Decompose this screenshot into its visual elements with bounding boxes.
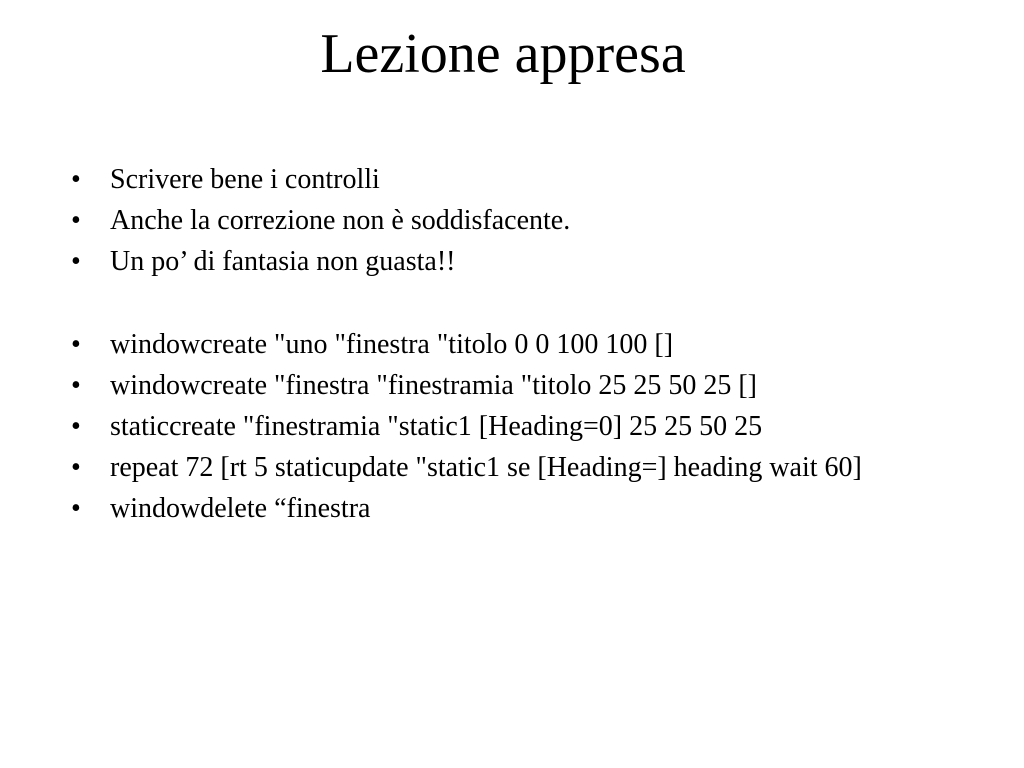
bullet-icon: • [71, 164, 81, 195]
list-item [0, 247, 1024, 277]
list-item-text: windowdelete “finestra [110, 493, 371, 524]
bullet-icon: • [71, 205, 81, 236]
list-item-text: Scrivere bene i controlli [110, 164, 380, 195]
bullet-icon: • [71, 370, 81, 401]
bullet-icon: • [71, 329, 81, 360]
list-item [0, 494, 1024, 524]
list-item-text: Un po’ di fantasia non guasta!! [110, 246, 456, 277]
bullet-list-lessons [0, 165, 1024, 288]
bullet-icon: • [71, 246, 81, 277]
list-item-text: Anche la correzione non è soddisfacente. [110, 205, 571, 236]
list-item-text: staticcreate "finestramia "static1 [Heading=0] 25 25 50 25 [110, 411, 763, 442]
list-item [0, 330, 1024, 360]
list-item [0, 412, 1024, 442]
bullet-list-code [0, 330, 1024, 535]
list-item-text: repeat 72 [rt 5 staticupdate "static1 se [Heading=] heading wait 60] [110, 452, 862, 483]
bullet-icon: • [71, 493, 81, 524]
list-item [0, 206, 1024, 236]
slide-title: Lezione appresa [320, 23, 686, 85]
bullet-icon: • [71, 452, 81, 483]
list-item-text: windowcreate "finestra "finestramia "titolo 25 25 50 25 [] [110, 370, 757, 401]
list-item-text: windowcreate "uno "finestra "titolo 0 0 100 100 [] [110, 329, 674, 360]
bullet-icon: • [71, 411, 81, 442]
list-item [0, 165, 1024, 195]
list-item [0, 453, 1024, 483]
list-item [0, 371, 1024, 401]
